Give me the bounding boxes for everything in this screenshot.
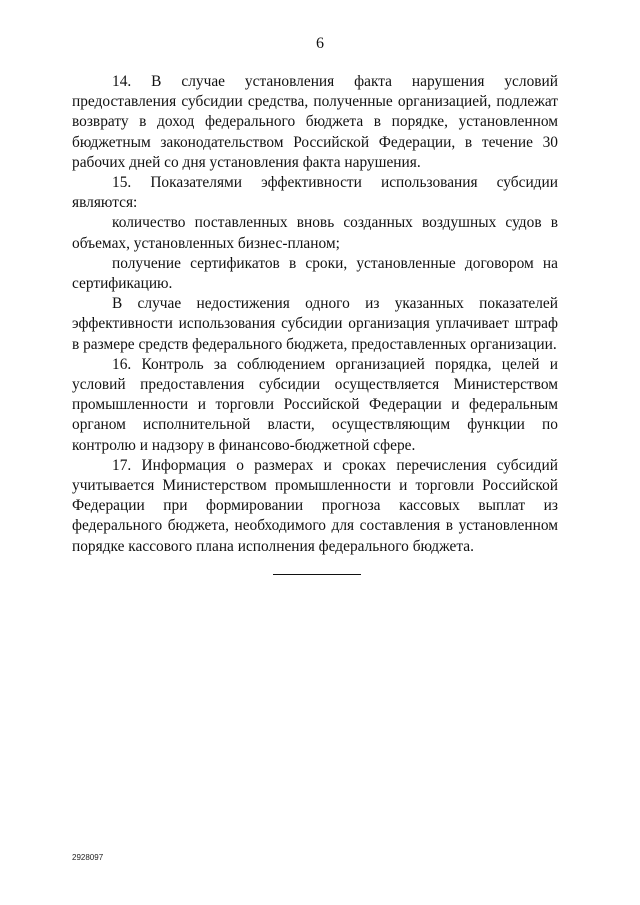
paragraph-17-information: 17. Информация о размерах и сроках перечисления субсидий учитывается Министерством промышленности и торговли Российской Федерации при формировании прогноза кассовых выплат из федерального бюджета, необходимого для составления в установленном порядке кассового плана исполнения федерального бюджета.: [72, 456, 558, 555]
end-separator-line: [273, 574, 361, 575]
document-body: [72, 72, 558, 557]
paragraph-penalty: В случае недостижения одного из указанных показателей эффективности использования субсидии организация уплачивает штраф в размере средств федерального бюджета, предоставленных организации.: [72, 295, 558, 353]
paragraph-15-indicators: 15. Показателями эффективности использования субсидии являются:: [72, 174, 558, 212]
page-number: 6: [316, 35, 324, 52]
paragraph-16-control: 16. Контроль за соблюдением организацией порядка, целей и условий предоставления субсидии осуществляется Министерством промышленности и торговли Российской Федерации и федеральным органом исполнительной власти, осуществляющим функции по контролю и надзору в финансово-бюджетной сфере.: [72, 355, 558, 454]
paragraph-indicator-aircraft: количество поставленных вновь созданных воздушных судов в объемах, установленных бизнес-планом;: [72, 214, 558, 252]
paragraph-14-refund: 14. В случае установления факта нарушения условий предоставления субсидии средства, полученные организацией, подлежат возврату в доход федерального бюджета в порядке, установленном бюджетным законодательством Российской Федерации, в течение 30 рабочих дней со дня установления факта нарушения.: [72, 73, 558, 171]
document-code: 2928097: [72, 853, 104, 862]
paragraph-indicator-certificates: получение сертификатов в сроки, установленные договором на сертификацию.: [72, 254, 558, 293]
